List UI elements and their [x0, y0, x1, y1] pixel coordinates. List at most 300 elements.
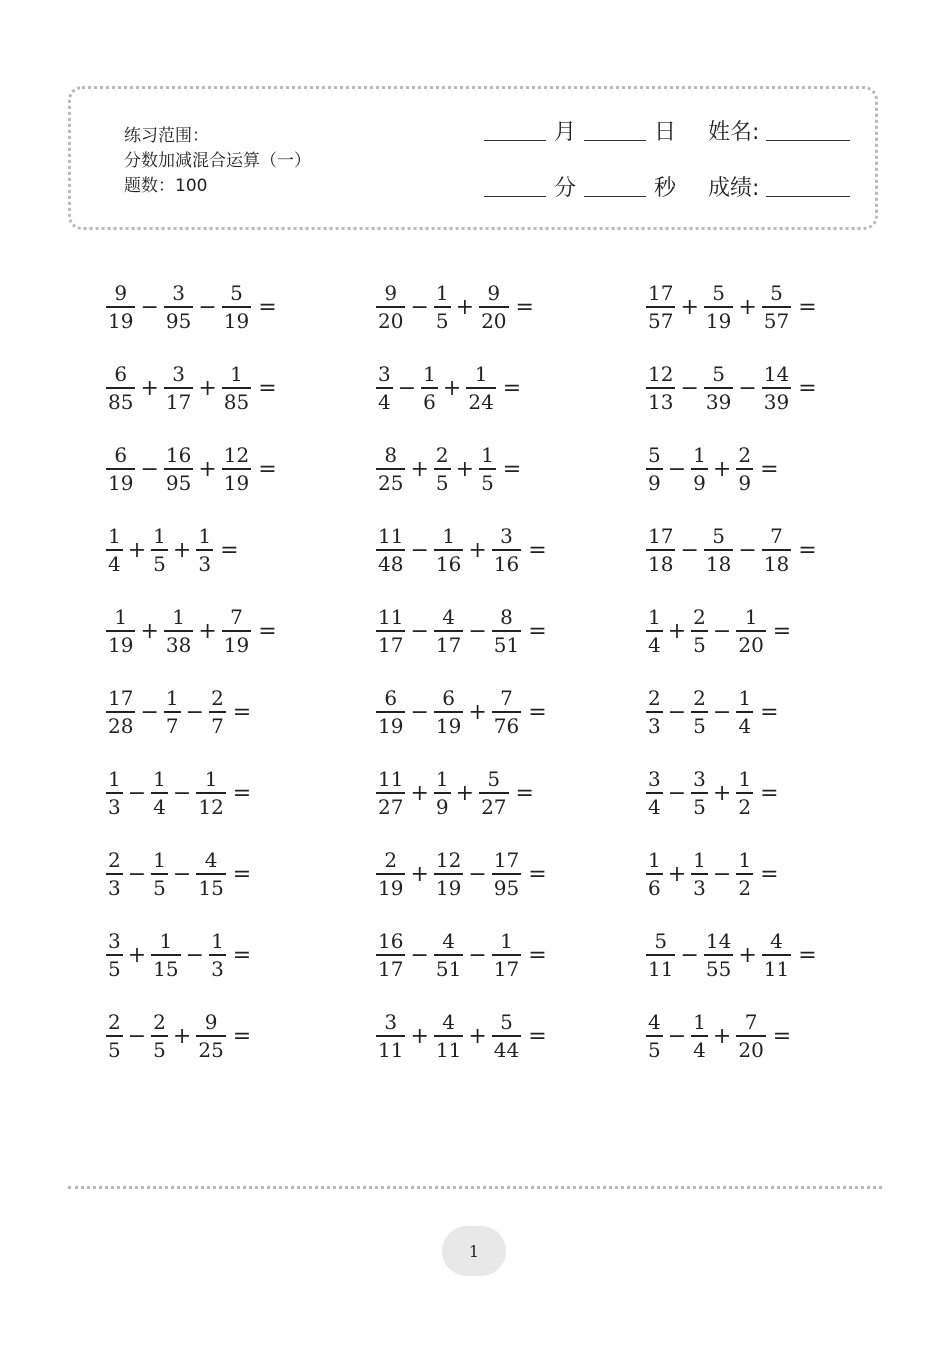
denominator: 3 — [108, 875, 121, 900]
denominator: 20 — [738, 632, 764, 657]
numerator: 1 — [153, 767, 166, 792]
numerator: 1 — [693, 443, 706, 468]
operator: − — [172, 780, 192, 806]
fraction — [106, 848, 123, 900]
fraction — [106, 605, 135, 657]
equals-sign: = — [232, 780, 252, 806]
time-score-row — [484, 174, 854, 204]
problem-item — [376, 277, 534, 337]
denominator: 51 — [435, 956, 462, 981]
fraction — [736, 1010, 765, 1062]
numerator: 4 — [204, 848, 218, 873]
second-blank[interactable] — [584, 196, 646, 197]
fraction — [376, 767, 405, 819]
denominator: 19 — [378, 713, 404, 738]
operator: + — [198, 618, 217, 644]
score-blank[interactable] — [766, 196, 850, 197]
numerator: 14 — [705, 929, 732, 954]
denominator: 5 — [108, 1037, 121, 1062]
fraction — [492, 929, 521, 981]
fraction — [434, 929, 463, 981]
denominator: 4 — [738, 713, 752, 738]
denominator: 18 — [705, 551, 732, 576]
operator: − — [140, 294, 159, 320]
fraction — [762, 929, 791, 981]
day-blank[interactable] — [584, 140, 646, 141]
footer-divider — [68, 1186, 882, 1189]
equals-sign: = — [798, 537, 817, 563]
fraction — [704, 281, 733, 333]
denominator: 18 — [648, 551, 674, 576]
fraction — [691, 686, 708, 738]
page-number: 1 — [468, 1241, 480, 1261]
numerator: 1 — [693, 1010, 706, 1035]
operator: − — [410, 294, 429, 320]
denominator: 39 — [705, 389, 732, 414]
numerator: 1 — [738, 767, 752, 792]
denominator: 38 — [165, 632, 192, 657]
score-label: 成绩: — [708, 176, 760, 201]
problem-item — [106, 439, 277, 499]
operator: + — [680, 294, 699, 320]
numerator: 7 — [500, 686, 513, 711]
numerator: 9 — [487, 281, 501, 306]
denominator: 19 — [108, 470, 134, 495]
equals-sign: = — [760, 699, 779, 725]
denominator: 3 — [211, 956, 224, 981]
operator: − — [680, 537, 699, 563]
operator: − — [667, 780, 687, 806]
fraction — [691, 443, 708, 495]
denominator: 27 — [481, 794, 507, 819]
problem-item — [106, 601, 277, 661]
numerator: 2 — [108, 848, 121, 873]
operator: − — [410, 699, 429, 725]
numerator: 12 — [648, 362, 674, 387]
fraction — [376, 686, 405, 738]
denominator: 5 — [435, 470, 449, 495]
numerator: 1 — [474, 362, 488, 387]
problem-item — [646, 763, 779, 823]
operator: − — [712, 699, 732, 725]
equals-sign: = — [502, 456, 522, 482]
numerator: 1 — [198, 524, 212, 549]
denominator: 4 — [108, 551, 121, 576]
problem-item — [646, 439, 779, 499]
operator: + — [410, 1023, 429, 1049]
numerator: 17 — [108, 686, 134, 711]
fraction — [376, 443, 405, 495]
denominator: 19 — [108, 308, 134, 333]
numerator: 4 — [648, 1010, 661, 1035]
numerator: 1 — [693, 848, 706, 873]
fraction — [492, 1010, 521, 1062]
problem-item — [646, 925, 817, 985]
denominator: 57 — [648, 308, 674, 333]
numerator: 1 — [230, 362, 243, 387]
problem-item — [106, 844, 251, 904]
operator: − — [410, 618, 429, 644]
fraction — [492, 848, 521, 900]
problem-item — [376, 682, 547, 742]
problem-item — [376, 439, 521, 499]
numerator: 12 — [435, 848, 462, 873]
numerator: 1 — [442, 524, 455, 549]
denominator: 3 — [648, 713, 661, 738]
fraction — [196, 1010, 225, 1062]
fraction — [151, 767, 168, 819]
fraction — [151, 848, 168, 900]
equals-sign: = — [528, 942, 547, 968]
name-blank[interactable] — [766, 140, 850, 141]
denominator: 9 — [435, 794, 449, 819]
denominator: 17 — [435, 632, 462, 657]
denominator: 5 — [693, 794, 706, 819]
fraction — [434, 443, 451, 495]
numerator: 2 — [108, 1010, 121, 1035]
worksheet-info — [124, 124, 311, 199]
numerator: 1 — [648, 605, 661, 630]
denominator: 3 — [108, 794, 121, 819]
numerator: 1 — [423, 362, 436, 387]
numerator: 5 — [230, 281, 243, 306]
numerator: 11 — [378, 767, 404, 792]
numerator: 2 — [648, 686, 661, 711]
fraction — [376, 362, 393, 414]
denominator: 5 — [648, 1037, 661, 1062]
denominator: 2 — [738, 794, 752, 819]
fraction — [736, 605, 765, 657]
fraction — [736, 767, 753, 819]
equals-sign: = — [528, 618, 547, 644]
numerator: 2 — [693, 605, 706, 630]
fraction — [196, 848, 225, 900]
numerator: 1 — [172, 605, 185, 630]
numerator: 11 — [378, 605, 404, 630]
fraction — [164, 362, 193, 414]
operator: + — [738, 942, 757, 968]
numerator: 5 — [487, 767, 501, 792]
fraction — [646, 362, 675, 414]
fraction — [151, 929, 180, 981]
fraction — [164, 686, 181, 738]
denominator: 5 — [153, 875, 166, 900]
fraction — [434, 281, 451, 333]
fraction — [704, 929, 733, 981]
denominator: 9 — [738, 470, 752, 495]
operator: + — [468, 699, 487, 725]
operator: + — [172, 1023, 192, 1049]
equals-sign: = — [760, 456, 779, 482]
problem-item — [106, 1006, 251, 1066]
equals-sign: = — [232, 699, 252, 725]
denominator: 6 — [648, 875, 661, 900]
denominator: 5 — [153, 1037, 166, 1062]
fraction — [691, 605, 708, 657]
denominator: 48 — [378, 551, 404, 576]
numerator: 1 — [204, 767, 218, 792]
numerator: 1 — [500, 929, 513, 954]
denominator: 19 — [705, 308, 732, 333]
denominator: 4 — [648, 632, 661, 657]
numerator: 4 — [442, 929, 455, 954]
fraction — [646, 605, 663, 657]
operator: + — [127, 942, 147, 968]
fraction — [736, 686, 753, 738]
denominator: 17 — [378, 632, 404, 657]
problem-item — [646, 520, 817, 580]
operator: − — [127, 861, 147, 887]
second-label: 秒 — [654, 176, 677, 201]
fraction — [434, 686, 463, 738]
numerator: 4 — [442, 605, 455, 630]
equals-sign: = — [258, 375, 277, 401]
fraction — [151, 524, 168, 576]
denominator: 17 — [378, 956, 404, 981]
denominator: 11 — [763, 956, 790, 981]
numerator: 2 — [153, 1010, 166, 1035]
denominator: 15 — [198, 875, 224, 900]
denominator: 20 — [738, 1037, 764, 1062]
date-name-row — [484, 118, 854, 148]
numerator: 9 — [114, 281, 128, 306]
operator: − — [680, 942, 699, 968]
denominator: 7 — [211, 713, 224, 738]
numerator: 3 — [378, 362, 391, 387]
fraction — [492, 605, 521, 657]
numerator: 1 — [114, 605, 128, 630]
numerator: 17 — [493, 848, 520, 873]
denominator: 16 — [493, 551, 520, 576]
fraction — [209, 929, 226, 981]
operator: − — [185, 942, 205, 968]
page-number-badge — [442, 1226, 506, 1276]
denominator: 7 — [165, 713, 179, 738]
equals-sign: = — [760, 780, 779, 806]
numerator: 8 — [384, 443, 398, 468]
numerator: 2 — [384, 848, 398, 873]
denominator: 55 — [705, 956, 732, 981]
fraction — [479, 443, 496, 495]
denominator: 51 — [493, 632, 520, 657]
fraction — [704, 362, 733, 414]
fraction — [646, 848, 663, 900]
operator: − — [712, 618, 732, 644]
fraction — [466, 362, 495, 414]
fraction — [434, 848, 463, 900]
equals-sign: = — [258, 294, 277, 320]
fraction — [434, 1010, 463, 1062]
denominator: 20 — [378, 308, 404, 333]
denominator: 25 — [198, 1037, 224, 1062]
denominator: 19 — [223, 308, 250, 333]
equals-sign: = — [528, 861, 547, 887]
numerator: 1 — [159, 929, 173, 954]
operator: + — [738, 294, 757, 320]
denominator: 85 — [108, 389, 134, 414]
denominator: 3 — [693, 875, 706, 900]
denominator: 19 — [223, 632, 250, 657]
operator: − — [468, 942, 487, 968]
operator: + — [667, 861, 687, 887]
equals-sign: = — [772, 618, 792, 644]
fraction — [479, 767, 508, 819]
numerator: 3 — [172, 281, 185, 306]
problem-item — [376, 844, 547, 904]
operator: + — [468, 1023, 487, 1049]
operator: + — [140, 375, 159, 401]
operator: + — [198, 375, 217, 401]
operator: − — [667, 699, 687, 725]
fraction — [106, 281, 135, 333]
problem-item — [376, 925, 547, 985]
denominator: 4 — [153, 794, 166, 819]
numerator: 5 — [770, 281, 783, 306]
numerator: 16 — [378, 929, 404, 954]
denominator: 44 — [493, 1037, 520, 1062]
denominator: 5 — [108, 956, 121, 981]
equals-sign: = — [502, 375, 522, 401]
numerator: 6 — [114, 443, 128, 468]
fraction — [376, 848, 405, 900]
operator: + — [712, 1023, 732, 1049]
numerator: 6 — [442, 686, 455, 711]
equals-sign: = — [798, 294, 817, 320]
problem-item — [106, 358, 277, 418]
fraction — [106, 362, 135, 414]
minute-blank[interactable] — [484, 196, 546, 197]
equals-sign: = — [798, 375, 817, 401]
numerator: 11 — [378, 524, 404, 549]
problem-item — [376, 763, 534, 823]
denominator: 4 — [378, 389, 391, 414]
fraction — [222, 605, 251, 657]
equals-sign: = — [258, 618, 277, 644]
denominator: 6 — [423, 389, 436, 414]
fraction — [164, 281, 193, 333]
equals-sign: = — [760, 861, 779, 887]
fraction — [691, 848, 708, 900]
numerator: 9 — [384, 281, 398, 306]
equals-sign: = — [772, 1023, 792, 1049]
numerator: 3 — [172, 362, 185, 387]
fraction — [704, 524, 733, 576]
fraction — [376, 1010, 405, 1062]
problem-item — [106, 925, 251, 985]
problem-item — [376, 520, 547, 580]
problem-item — [646, 358, 817, 418]
operator: − — [127, 1023, 147, 1049]
operator: − — [738, 375, 757, 401]
operator: − — [140, 456, 159, 482]
numerator: 2 — [435, 443, 449, 468]
fraction — [434, 767, 451, 819]
numerator: 1 — [744, 605, 758, 630]
fraction — [646, 1010, 663, 1062]
fraction — [646, 929, 675, 981]
operator: − — [667, 456, 687, 482]
problem-item — [376, 1006, 547, 1066]
numerator: 5 — [712, 524, 725, 549]
numerator: 9 — [204, 1010, 218, 1035]
operator: − — [667, 1023, 687, 1049]
month-blank[interactable] — [484, 140, 546, 141]
numerator: 1 — [648, 848, 661, 873]
fraction — [106, 767, 123, 819]
denominator: 19 — [223, 470, 250, 495]
fraction — [106, 686, 135, 738]
equals-sign: = — [258, 456, 277, 482]
denominator: 95 — [165, 470, 192, 495]
numerator: 7 — [770, 524, 783, 549]
denominator: 3 — [198, 551, 212, 576]
numerator: 5 — [648, 443, 661, 468]
fraction — [106, 1010, 123, 1062]
numerator: 5 — [712, 281, 725, 306]
fraction — [209, 686, 226, 738]
denominator: 12 — [198, 794, 224, 819]
operator: + — [127, 537, 147, 563]
numerator: 1 — [435, 767, 449, 792]
denominator: 25 — [378, 470, 404, 495]
operator: − — [712, 861, 732, 887]
operator: + — [198, 456, 217, 482]
fraction — [736, 848, 753, 900]
equals-sign: = — [528, 1023, 547, 1049]
numerator: 1 — [738, 686, 752, 711]
numerator: 5 — [712, 362, 725, 387]
fraction — [479, 281, 508, 333]
problem-item — [106, 682, 251, 742]
operator: + — [410, 861, 429, 887]
fraction — [762, 362, 791, 414]
numerator: 6 — [114, 362, 128, 387]
equals-sign: = — [798, 942, 817, 968]
denominator: 57 — [763, 308, 790, 333]
numerator: 8 — [500, 605, 513, 630]
numerator: 1 — [165, 686, 179, 711]
numerator: 3 — [108, 929, 121, 954]
numerator: 3 — [693, 767, 706, 792]
denominator: 19 — [378, 875, 404, 900]
numerator: 3 — [500, 524, 513, 549]
operator: + — [410, 456, 429, 482]
denominator: 95 — [493, 875, 520, 900]
numerator: 7 — [230, 605, 243, 630]
fraction — [196, 767, 225, 819]
denominator: 4 — [648, 794, 661, 819]
problem-item — [646, 277, 817, 337]
equals-sign: = — [232, 861, 252, 887]
numerator: 5 — [654, 929, 668, 954]
denominator: 9 — [693, 470, 706, 495]
minute-label: 分 — [554, 176, 577, 201]
fraction — [196, 524, 213, 576]
fraction — [646, 281, 675, 333]
fraction — [376, 281, 405, 333]
operator: + — [172, 537, 192, 563]
fraction — [376, 929, 405, 981]
denominator: 5 — [435, 308, 449, 333]
operator: + — [455, 780, 475, 806]
numerator: 2 — [211, 686, 224, 711]
fraction — [222, 443, 251, 495]
denominator: 5 — [481, 470, 494, 495]
numerator: 17 — [648, 524, 674, 549]
equals-sign: = — [528, 537, 547, 563]
equals-sign: = — [515, 780, 534, 806]
operator: − — [468, 861, 487, 887]
